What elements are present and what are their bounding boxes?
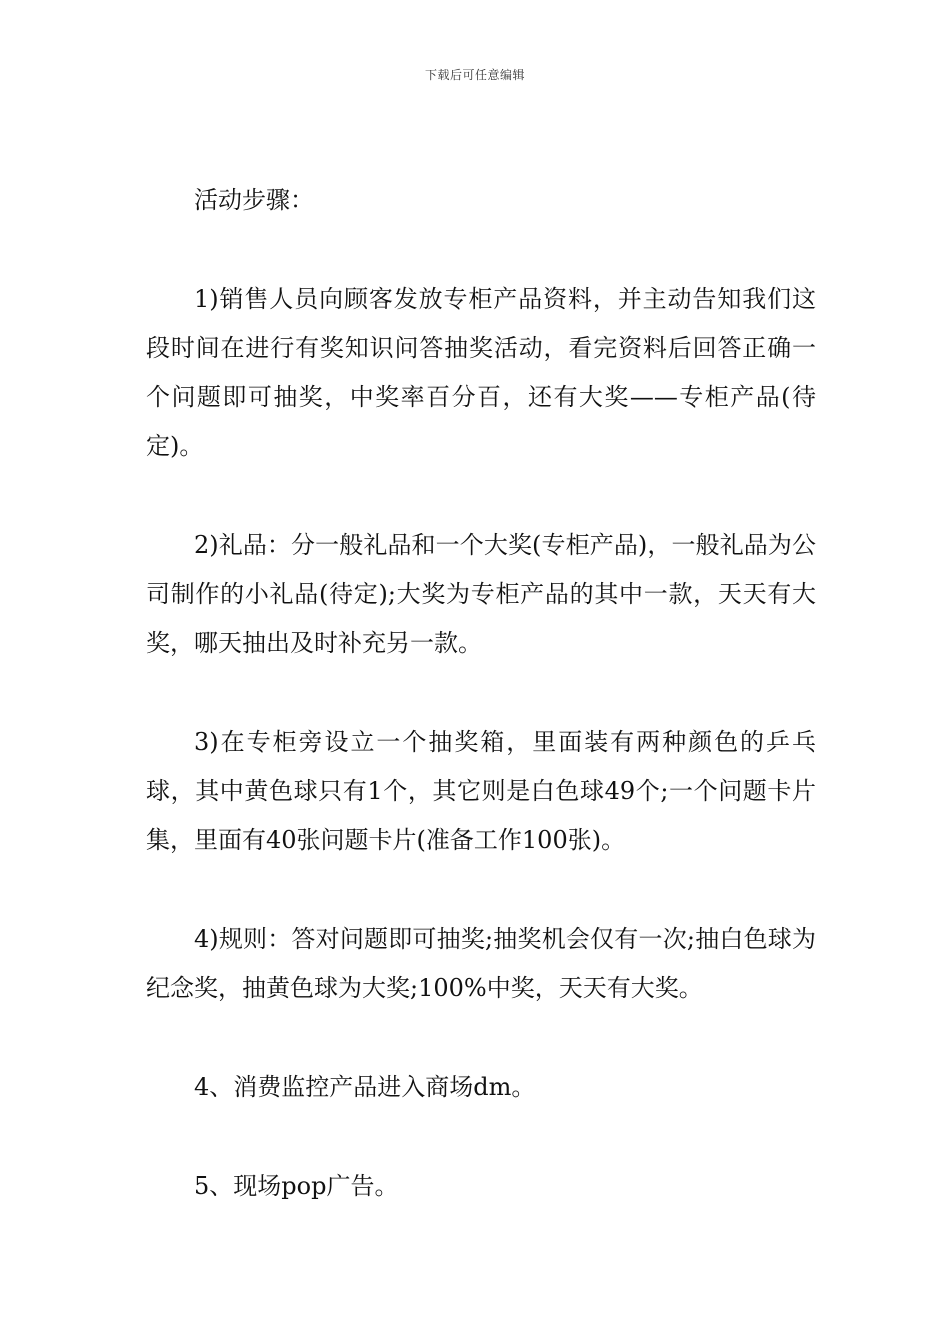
paragraph-step-2: 2)礼品：分一般礼品和一个大奖(专柜产品)，一般礼品为公司制作的小礼品(待定);大奖为专柜产品的其中一款，天天有大奖，哪天抽出及时补充另一款。 xyxy=(146,531,816,657)
paragraph-item-5: 5、现场pop广告。 xyxy=(194,1172,399,1200)
header-note: 下载后可任意编辑 xyxy=(424,68,525,82)
paragraph-step-3: 3)在专柜旁设立一个抽奖箱，里面装有两种颜色的乒乓球，其中黄色球只有1个，其它则是白色球49个;一个问题卡片集，里面有40张问题卡片(准备工作100张)。 xyxy=(146,728,816,854)
paragraph-item-4: 4、消费监控产品进入商场dm。 xyxy=(194,1073,536,1101)
paragraph-step-4: 4)规则：答对问题即可抽奖;抽奖机会仅有一次;抽白色球为纪念奖，抽黄色球为大奖;100%中奖，天天有大奖。 xyxy=(146,925,816,1002)
section-heading: 活动步骤： xyxy=(194,186,314,214)
document-body xyxy=(146,176,816,1211)
paragraph-step-1: 1)销售人员向顾客发放专柜产品资料，并主动告知我们这段时间在进行有奖知识问答抽奖活动，看完资料后回答正确一个问题即可抽奖，中奖率百分百，还有大奖——专柜产品(待定)。 xyxy=(146,285,816,460)
